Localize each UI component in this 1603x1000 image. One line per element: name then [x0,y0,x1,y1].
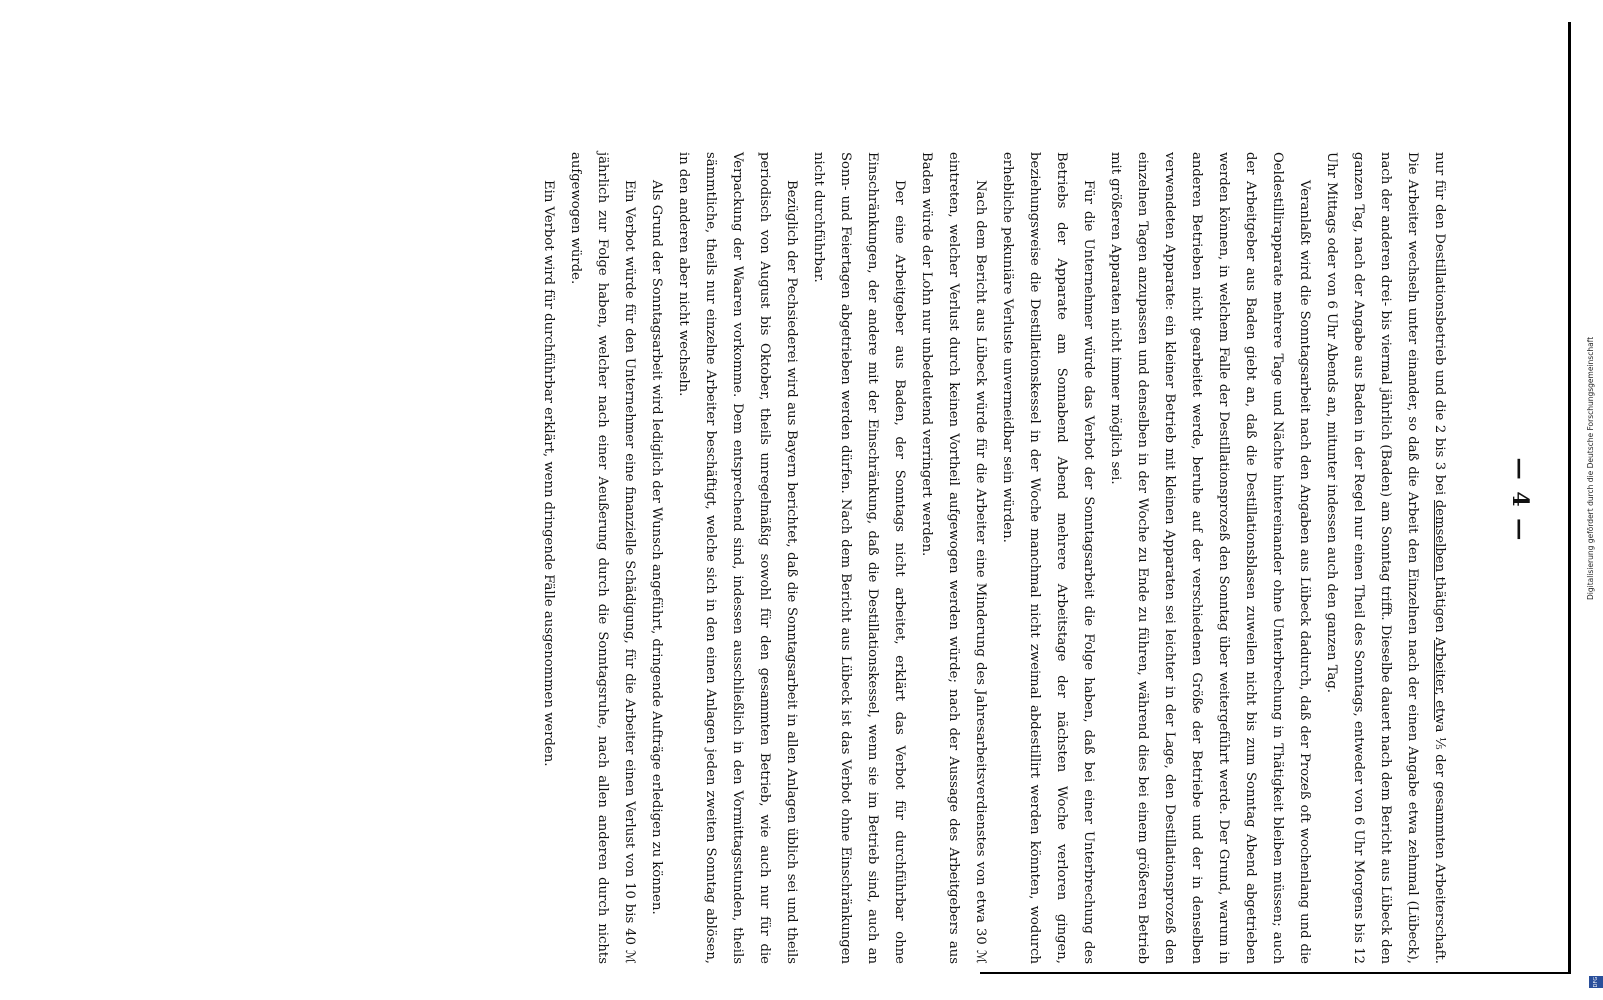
paragraph-3: Für die Unternehmer würde das Verbot der Sonntagsarbeit die Folge haben, daß bei einer Unterbrechung des Betriebs der Apparate am Sonnabend Abend mehrere Arbeitstage der nächsten Woche verloren gingen, beziehungsweise die Destillationskessel in der Woche manchmal nicht zweimal abdestillirt werden könnten, wodurch erhebliche pekuniäre Verluste unvermeidbar sein würden. [1000,152,1096,964]
paragraph-1: nur für den Destillationsbetrieb und die 2 bis 3 bei demselben thätigen Arbeiter, etwa ⅕ der gesammten Arbeiterschaft. Die Arbeiter wechseln unter einander, so daß die Arbeit den Einzelnen nach der einen Angabe etwa zehnmal (Lübeck), nach der anderen drei- bis viermal jährlich (Baden) am Sonntag trifft. Dieselbe dauert nach dem Bericht aus Lübeck den ganzen Tag, nach der Angabe aus Baden in der Regel nur einen Theil des Sonntags, entweder von 6 Uhr Morgens bis 12 Uhr Mittags oder von 6 Uhr Abends an, mitunter indessen auch den ganzen Tag. [1324,152,1447,964]
page-number: — 4 — [1507,457,1533,543]
paragraph-2: Veranlaßt wird die Sonntagsarbeit nach den Angaben aus Lübeck dadurch, daß der Prozeß oft wochenlang und die Oeldestillirapparate mehrere Tage und Nächte hintereinander ohne Unterbrechung in Thätigkeit bleiben müssen; auch der Arbeitgeber aus Baden giebt an, daß die Destillationsblasen zuweilen nicht bis zum Sonntag Abend abgetrieben werden können, in welchem Falle der Destillationsprozeß den Sonntag über weitergeführt werde. Der Grund, warum in anderen Betrieben nicht gearbeitet werde, beruhe auf der verschiedenen Größe der Betriebe und der in denselben verwendeten Apparate: ein kleiner Betrieb mit kleinen Apparaten sei leichter in der Lage, den Destillationsprozeß den einzelnen Tagen anzupassen und denselben in der Woche zu Ende zu führen, während dies bei einem größeren Betrieb mit größeren Apparaten nicht immer möglich sei. [1108,152,1312,964]
page-body [535,152,1453,964]
paragraph-4: Nach dem Bericht aus Lübeck würde für die Arbeiter eine Minderung des Jahresarbeitsverdienstes von etwa 30 ℳ eintreten, welcher Verlust durch keinen Vortheil aufgewogen werden würde; nach der Aussage des Arbeitgebers aus Baden würde der Lohn nur unbedeutend verringert werden. [919,152,988,964]
paragraph-9: Ein Verbot wird für durchführbar erklärt, wenn dringende Fälle ausgenommen werden. [541,180,556,767]
dfg-logo: DFG [1589,976,1603,988]
digitization-credit: Digitalisierung gefördert durch die Deutsche Forschungsgemeinschaft [1586,336,1595,600]
paragraph-6: Bezüglich der Pechsiederei wird aus Bayern berichtet, daß die Sonntagsarbeit in allen Anlagen üblich sei und theils periodisch von August bis Oktober, theils unregelmäßig sowohl für den gesammten Betrieb, wie auch nur für die Verpackung der Waaren vorkomme. Dem entsprechend sind, indessen ausschließlich in den Vormittagsstunden, theils sämmtliche, theils nur einzelne Arbeiter beschäftigt, welche sich in den einen Anlagen jeden zweiten Sonntag ablösen, in den anderen aber nicht wechseln. [676,152,799,964]
paragraph-5: Der eine Arbeitgeber aus Baden, der Sonntags nicht arbeitet, erklärt das Verbot für durchführbar ohne Einschränkungen, der andere mit der Einschränkung, daß die Destillationskessel, wenn sie im Betrieb sind, auch an Sonn- und Feiertagen abgetrieben werden dürfen. Nach dem Bericht aus Lübeck ist das Verbot ohne Einschränkungen nicht durchführbar. [811,152,907,964]
paragraph-8: Ein Verbot würde für den Unternehmer eine finanzielle Schädigung, für die Arbeiter einen Verlust von 10 bis 40 ℳ jährlich zur Folge haben, welcher nach einer Aeußerung durch die Sonntagsruhe, nach allen anderen durch nichts aufgewogen würde. [568,152,637,964]
paragraph-7: Als Grund der Sonntagsarbeit wird lediglich der Wunsch angeführt, dringende Aufträge erledigen zu können. [649,180,664,915]
